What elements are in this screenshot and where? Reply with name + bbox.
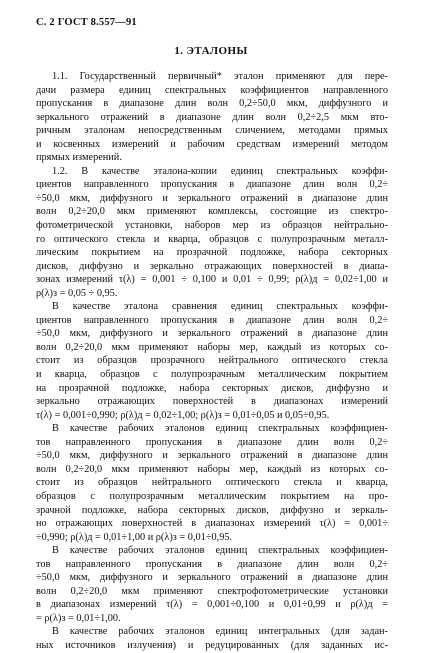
text-line: пропускания в диапазоне длин волн 0,2÷50,0 мкм, диффузного и	[36, 98, 388, 110]
text-line: В качестве рабочих эталонов единиц спектральных коэффициен-	[52, 545, 388, 557]
text-line: но отражающих поверхностей в диапазонах измерений τ(λ) = 0,001÷	[36, 518, 388, 530]
text-line: фотометрической установки, наборов мер из образцов нейтрально-	[36, 220, 388, 232]
text-line: ÷50,0 мкм, диффузного и зеркального отражений в диапазоне длин	[36, 572, 388, 584]
body-text	[36, 70, 388, 653]
text-line: волн 0,2÷20,0 мкм применяют наборы мер, каждый из которых со-	[36, 341, 388, 353]
paragraph-working-standards-2	[36, 544, 388, 625]
text-line: волн 0,2÷20,0 мкм применяют наборы мер, каждый из которых со-	[36, 463, 388, 475]
text-line: ÷50,0 мкм, диффузного и зеркального отражений в диапазоне длин	[36, 192, 388, 204]
text-line: прямых измерений.	[36, 152, 122, 164]
text-line: дачи размера единиц спектральных коэффициентов направленного	[36, 84, 388, 96]
text-line: ÷50,0 мкм, диффузного и зеркального отражений в диапазоне длин	[36, 328, 388, 340]
text-line: 1.2. В качестве эталона-копии единиц спектральных коэффи-	[52, 165, 388, 177]
text-line: циентов направленного пропускания в диапазоне длин волн 0,2÷	[36, 179, 388, 191]
text-line: волн 0,2÷20,0 мкм применяют комплексы, состоящие из спектро-	[36, 206, 388, 218]
text-line: стоит из образцов нейтрального оптического стекла и кварца,	[36, 477, 388, 489]
text-line: = ρ(λ)з = 0,01÷1,00.	[36, 612, 121, 624]
section-title: 1. ЭТАЛОНЫ	[174, 45, 248, 57]
paragraph-working-standards-1	[36, 422, 388, 544]
text-line: циентов направленного пропускания в диапазоне длин волн 0,2÷	[36, 314, 388, 326]
text-line: зеркально отражающих поверхностей в диапазонах измерений	[36, 396, 388, 408]
text-line: 1.1. Государственный первичный* эталон применяют для пере-	[52, 71, 388, 82]
text-line: образцов с полупрозрачным металлическим покрытием на про-	[36, 490, 388, 502]
text-line: зрачной подложке, набора секторных дисков, диффузно и зеркаль-	[36, 504, 388, 516]
paragraph-working-standards-3	[36, 625, 388, 652]
text-line: В качестве рабочих эталонов единиц спектральных коэффициен-	[52, 423, 388, 435]
text-line: и косвенных измерений и рабочим средствам измерений методом	[36, 138, 388, 150]
text-line: ричным эталонам непосредственным сличением, методами прямых	[36, 125, 388, 137]
text-line: В качестве рабочих эталонов единиц интегральных (для задан-	[52, 626, 388, 638]
text-line: ных источников излучения) и редуцированных (для заданных ис-	[36, 639, 388, 651]
text-line: ÷0,990; ρ(λ)д = 0,01÷1,00 и ρ(λ)з = 0,01÷0,95.	[36, 531, 233, 543]
text-line: лическим покрытием на прозрачной подложке, набора секторных	[36, 247, 388, 259]
paragraph-comparison-standard	[36, 300, 388, 422]
text-line: τ(λ) = 0,001÷0,990; ρ(λ)д = 0,02÷1,00; ρ(λ)з = 0,01÷0,05 и 0,05÷0,95.	[36, 409, 330, 421]
text-line: и кварца, образцов с полупрозрачным металлическим покрытием	[36, 369, 388, 381]
paragraph-1-1	[36, 70, 388, 165]
text-line: зеркального отражений в диапазоне длин волн 0,2÷2,5 мкм вто-	[36, 111, 388, 123]
text-line: тов направленного пропускания в диапазоне длин волн 0,2÷	[36, 558, 388, 570]
text-line: ÷50,0 мкм, диффузного и зеркального отражений в диапазоне длин	[36, 450, 388, 462]
text-line: в диапазонах измерений τ(λ) = 0,001÷0,100 и 0,01÷0,99 и ρ(λ)д =	[36, 599, 388, 611]
text-line: го оптического стекла и кварца, образцов с полупрозрачным металл-	[36, 233, 388, 245]
paragraph-1-2	[36, 165, 388, 300]
text-line: В качестве эталона сравнения единиц спектральных коэффи-	[52, 301, 388, 313]
page-header: С. 2 ГОСТ 8.557—91	[36, 17, 137, 28]
text-line: на прозрачной подложке, набора секторных дисков, диффузно и	[36, 382, 388, 394]
text-line: дисков, диффузно и зеркально отражающих поверхностей в диапа-	[36, 260, 388, 272]
text-line: ρ(λ)з = 0,05 ÷ 0,95.	[36, 287, 118, 299]
text-line: зонах измерений τ(λ) = 0,001 ÷ 0,100 и 0,01 ÷ 0,99; ρ(λ)д = 0,02÷1,00 и	[36, 274, 388, 286]
text-line: стоит из образцов прозрачного нейтрального оптического стекла	[36, 355, 388, 367]
text-line: волн 0,2÷20,0 мкм применяют спектрофотометрические установки	[36, 585, 388, 597]
text-line: тов направленного пропускания в диапазоне длин волн 0,2÷	[36, 436, 388, 448]
